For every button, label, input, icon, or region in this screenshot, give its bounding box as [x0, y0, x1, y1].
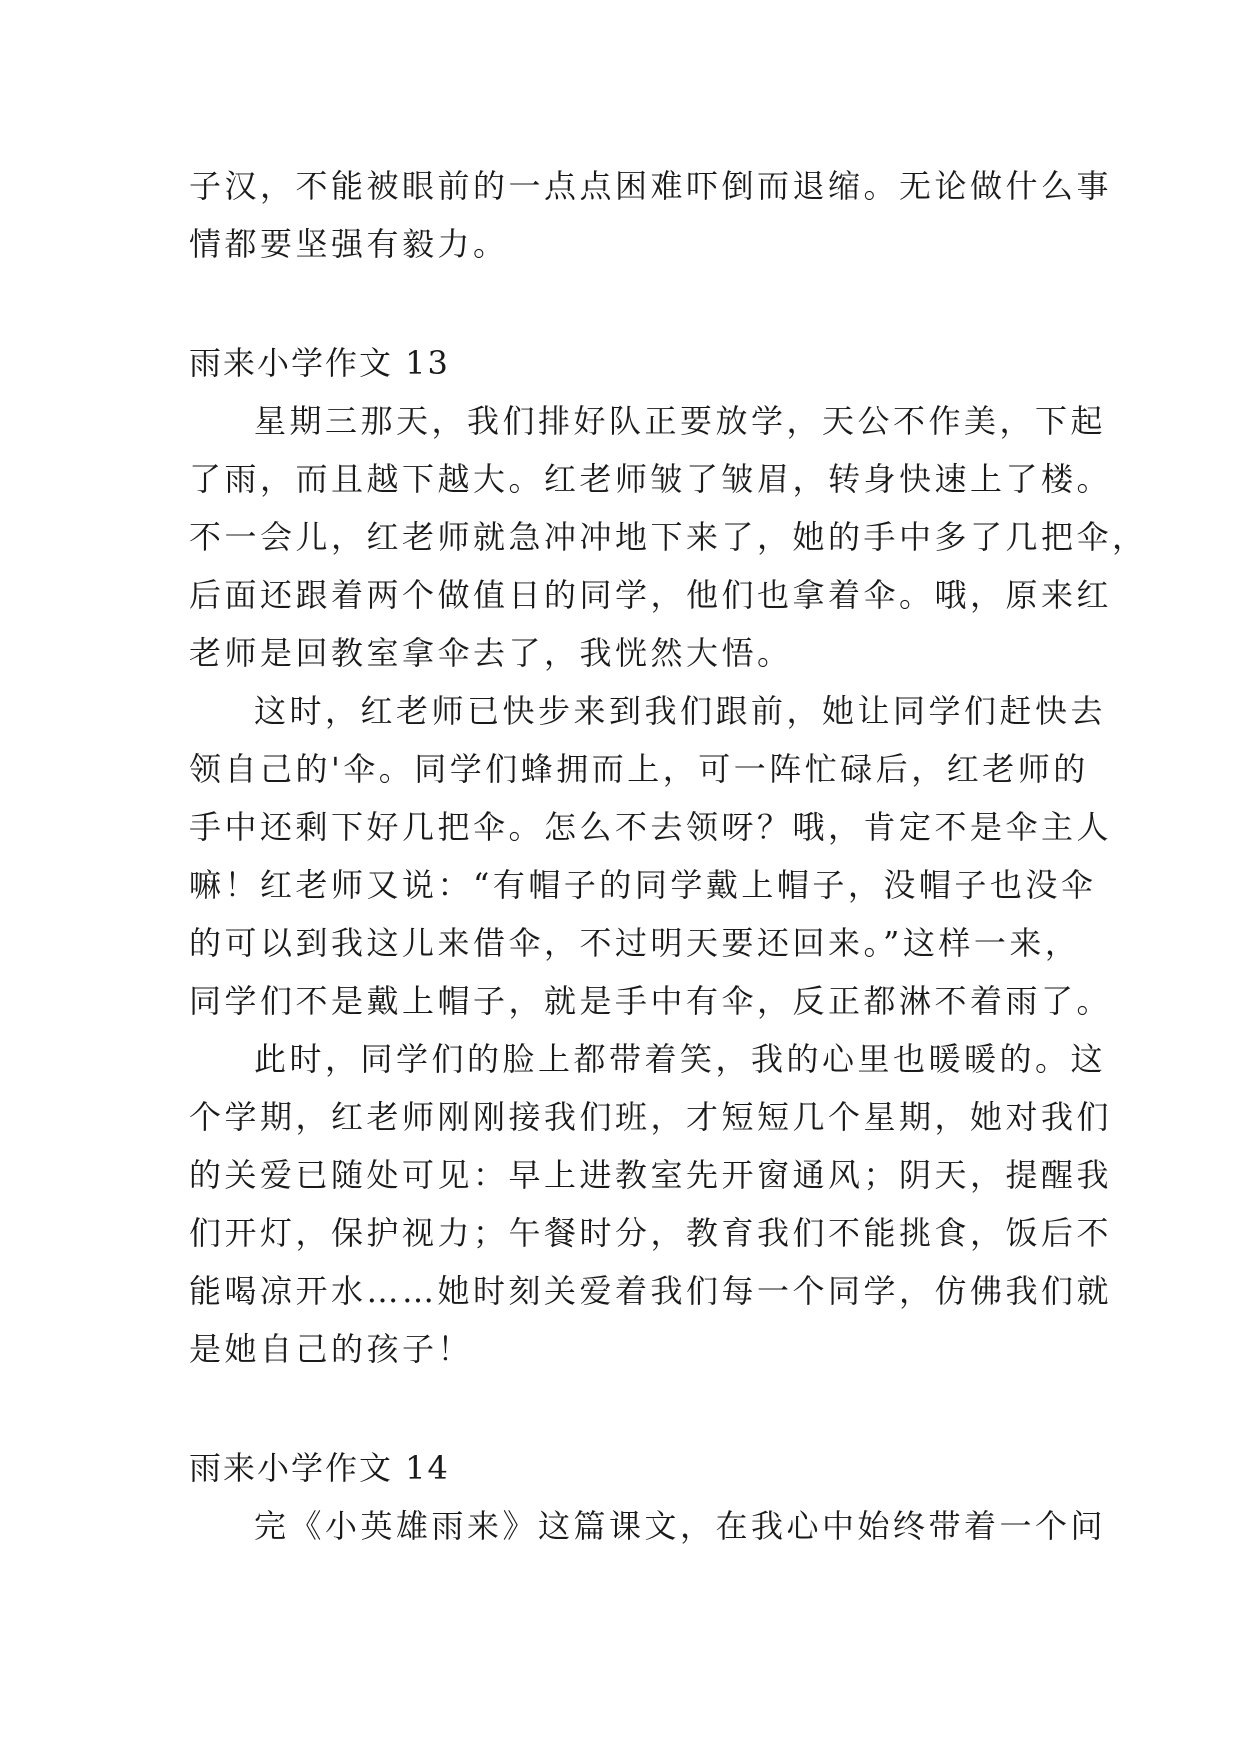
text-line: 这时，红老师已快步来到我们跟前，她让同学们赶快去	[254, 692, 1107, 730]
text-line: 领自己的'伞。同学们蜂拥而上，可一阵忙碌后，红老师的	[189, 750, 1089, 788]
text-line: 的可以到我这儿来借伞，不过明天要还回来。”这样一来，	[189, 924, 1081, 962]
text-line: 手中还剩下好几把伞。怎么不去领呀？哦，肯定不是伞主人	[189, 808, 1113, 846]
text-line: 的关爱已随处可见：早上进教室先开窗通风；阴天，提醒我	[189, 1156, 1113, 1194]
text-line: 们开灯，保护视力；午餐时分，教育我们不能挑食，饭后不	[189, 1214, 1113, 1252]
essay-14-title: 雨来小学作文 14	[189, 1449, 450, 1487]
text-line: 个学期，红老师刚刚接我们班，才短短几个星期，她对我们	[189, 1098, 1113, 1136]
text-line: 能喝凉开水……她时刻关爱着我们每一个同学，仿佛我们就	[189, 1272, 1113, 1310]
text-line: 是她自己的孩子！	[189, 1330, 474, 1368]
text-line: 同学们不是戴上帽子，就是手中有伞，反正都淋不着雨了。	[189, 982, 1113, 1020]
text-line: 了雨，而且越下越大。红老师皱了皱眉，转身快速上了楼。	[189, 460, 1113, 498]
text-line: 星期三那天，我们排好队正要放学，天公不作美，下起	[254, 402, 1107, 440]
text-line: 此时，同学们的脸上都带着笑，我的心里也暖暖的。这	[254, 1040, 1107, 1078]
text-line: 完《小英雄雨来》这篇课文，在我心中始终带着一个问	[254, 1507, 1107, 1545]
text-line: 不一会儿，红老师就急冲冲地下来了，她的手中多了几把伞，	[189, 518, 1148, 556]
text-line: 嘛！红老师又说：“有帽子的同学戴上帽子，没帽子也没伞	[189, 866, 1097, 904]
text-line: 老师是回教室拿伞去了，我恍然大悟。	[189, 634, 793, 672]
text-line: 子汉，不能被眼前的一点点困难吓倒而退缩。无论做什么事	[189, 167, 1113, 205]
text-line: 情都要坚强有毅力。	[189, 225, 509, 263]
text-line: 后面还跟着两个做值日的同学，他们也拿着伞。哦，原来红	[189, 576, 1113, 614]
essay-13-title: 雨来小学作文 13	[189, 344, 450, 382]
